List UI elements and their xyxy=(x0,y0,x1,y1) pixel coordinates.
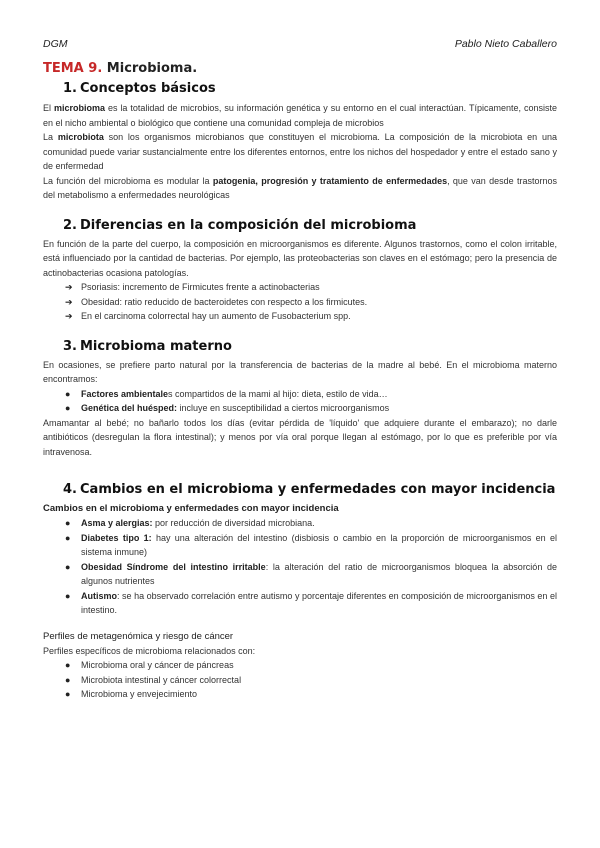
section-3-list xyxy=(43,387,557,416)
bullet-icon: ● xyxy=(65,388,71,399)
bullet-icon: ● xyxy=(65,689,71,699)
section-4-paragraph-2: Perfiles específicos de microbioma relacionados con: xyxy=(43,645,256,656)
header-left: DGM xyxy=(43,38,68,50)
topic-name: Microbioma. xyxy=(106,61,198,76)
section-4-subtitle-2: Perfiles de metagenómica y riesgo de cáncer xyxy=(43,630,234,642)
section-3-title: Microbioma materno xyxy=(80,338,232,354)
bullet-icon: ● xyxy=(65,590,71,601)
section-4-heading xyxy=(43,481,557,499)
section-2-heading xyxy=(43,217,557,235)
section-3-paragraph-1: En ocasiones, se prefiere parto natural por la transferencia de bacterias de la madre al bebé. En el microbioma materno encontramos: xyxy=(43,359,557,384)
section-4-number: 4. xyxy=(63,482,77,497)
section-4-title: Cambios en el microbioma y enfermedades con mayor incidencia xyxy=(80,482,556,497)
list-item: ● Factores ambientales compartidos de la mami al hijo: dieta, estilo de vida… xyxy=(43,387,557,402)
topic-number: TEMA 9. xyxy=(43,61,103,76)
list-item: ● Genética del huésped: incluye en susceptibilidad a ciertos microorganismos xyxy=(43,401,557,416)
section-1-paragraph-1: El microbioma es la totalidad de microbios, su información genética y su entorno en el cual interactúan. Típicamente, consiste en el nicho ambiental o biológico que contiene una comunidad compleja de microbios xyxy=(43,103,557,128)
section-2-list xyxy=(43,280,557,324)
list-item: ● Microbioma oral y cáncer de páncreas xyxy=(43,658,557,673)
section-3-paragraph-2: Amamantar al bebé; no bañarlo todos los días (evitar pérdida de 'líquido' que adquiere durante el embarazo); no darle antibióticos (desregulan la flora intestinal); y menos por vía oral porque llegan al estómago, por lo que es preferible por vía intravenosa. xyxy=(43,417,557,457)
list-item: ➔ Obesidad: ratio reducido de bacteroidetes con respecto a los firmicutes. xyxy=(43,295,557,310)
bullet-icon: ● xyxy=(65,674,71,685)
bullet-icon: ● xyxy=(65,532,71,543)
list-item: ➔ En el carcinoma colorrectal hay un aumento de Fusobacterium spp. xyxy=(43,309,557,324)
section-1-paragraph-2: La microbiota son los organismos microbianos que constituyen el microbioma. La composición de la microbiota en una comunidad puede variar sustancialmente entre los diferentes entornos, entre los nichos del hospedador y entre el estado sano y de enfermedad xyxy=(43,132,557,171)
list-item: ● Obesidad Síndrome del intestino irritable: la alteración del ratio de microorganismos bloquea la absorción de algunos nutrientes xyxy=(65,561,557,586)
section-3-heading xyxy=(43,338,557,356)
section-1-title: Conceptos básicos xyxy=(80,81,216,96)
list-item: ● Microbioma y envejecimiento xyxy=(43,687,557,702)
bullet-icon: ● xyxy=(65,660,71,670)
header-right: Pablo Nieto Caballero xyxy=(454,38,557,50)
topic-title xyxy=(43,60,557,77)
section-2-number: 2. xyxy=(63,217,77,233)
section-3-number: 3. xyxy=(63,338,77,354)
section-4-subtitle: Cambios en el microbioma y enfermedades con mayor incidencia xyxy=(43,503,339,514)
arrow-icon: ➔ xyxy=(65,296,73,307)
arrow-icon: ➔ xyxy=(65,282,73,292)
list-item: ● Microbiota intestinal y cáncer colorrectal xyxy=(43,673,557,688)
section-2-paragraph: En función de la parte del cuerpo, la composición en microorganismos es diferente. Algunos trastornos, como el colon irritable, está influenciado por la cantidad de bacterias. Por ejemplo, las proteobacterias son claves en el estómago; pero la presencia de actinobacterias ocasiona patologías. xyxy=(43,238,557,278)
list-item: ➔ Psoriasis: incremento de Firmicutes frente a actinobacterias xyxy=(43,280,557,295)
section-4-list-2 xyxy=(43,658,557,702)
section-1-number: 1. xyxy=(63,81,77,96)
list-item: ● Diabetes tipo 1: hay una alteración del intestino (disbiosis o cambio en la proporción de microorganismos en el sistema inmune) xyxy=(65,532,557,557)
section-1-heading xyxy=(43,80,557,98)
bullet-icon: ● xyxy=(65,403,71,413)
arrow-icon: ➔ xyxy=(65,311,73,321)
section-1-paragraph-3: La función del microbioma es modular la patogenia, progresión y tratamiento de enfermedades, que van desde trastornos del metabolismo a enfermedades neurológicas xyxy=(43,175,557,200)
section-4-list xyxy=(43,516,557,618)
section-2-title: Diferencias en la composición del microbioma xyxy=(80,217,417,233)
bullet-icon: ● xyxy=(65,561,71,572)
bullet-icon: ● xyxy=(65,518,71,528)
content xyxy=(43,60,557,702)
list-item: ● Asma y alergias: por reducción de diversidad microbiana. xyxy=(43,516,557,531)
list-item: ● Autismo: se ha observado correlación entre autismo y porcentaje diferentes en composición de microorganismos en el intestino. xyxy=(65,590,557,615)
